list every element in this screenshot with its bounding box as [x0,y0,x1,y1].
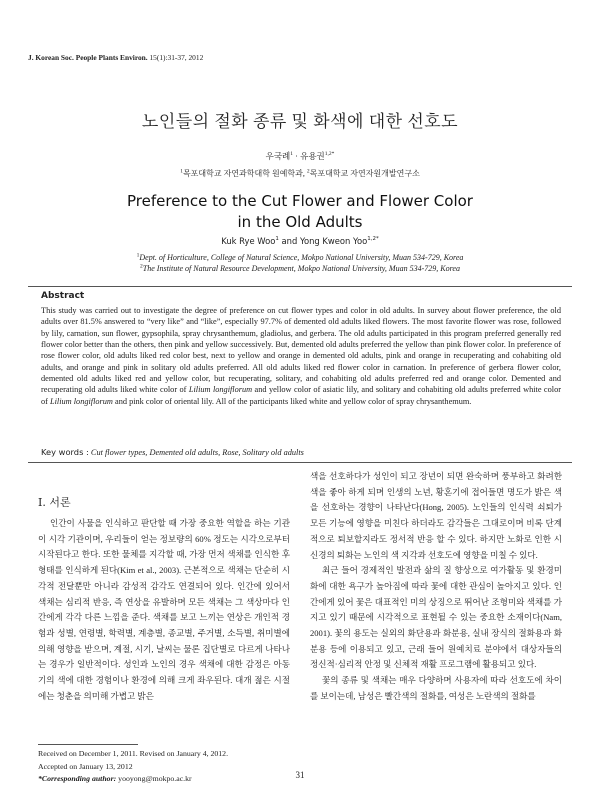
authors-english [0,236,600,246]
title-en-line-2: in the Old Adults [237,213,363,231]
abstract-species-2: Lilium longiflorum [50,396,113,406]
author-en-1-sup: 1 [275,236,279,243]
body-paragraph: 꽃의 종류 및 색채는 매우 다양하며 사용자에 따라 선호도에 차이를 보이는데, 남성은 빨간색의 절화를, 여성은 노란색의 절화를 [310,675,562,701]
footnote-accepted: Accepted on January 13, 2012 [38,761,133,771]
affiliations-english [0,252,600,274]
body-paragraph: 색을 선호하다가 성인이 되고 장년이 되면 완숙하며 풍부하고 화려한 색을 좋아 하게 되며 인생의 노년, 황혼기에 접어들면 명도가 밝은 색을 선호하는 경향이 나타난다(Hong, 2005). 노인들의 인식력 쇠퇴가 모든 기능에 영향을 미친다 하더라도 감각들은 그대로이며 비록 단계적으로 퇴보할지라도 정서적 반응 할 수 있다. 하지만 노화로 인한 시 신경의 퇴화는 노인의 색 지각과 선호도에 영향을 미칠 수 있다. [310,471,562,560]
affil-en-1: Dept. of Horticulture, College of Natural Science, Mokpo National University, Muan 534-729, Korea [139,253,464,262]
abstract-text-2: and yellow color of asiatic lily, and solitary and cohabiting old adults preferred white color of [41,385,561,406]
footnote-received: Received on December 1, 2011. Revised on January 4, 2012. [38,749,229,758]
corresponding-label: *Corresponding author: [38,774,117,784]
keywords-label: Key words : [41,447,89,457]
journal-name: J. Korean Soc. People Plants Environ. [28,53,148,62]
affil-en-2-line [0,263,600,274]
affil-en-1-sup: 1 [136,252,140,259]
author-2-name: 유용권 [300,151,325,161]
affil-ko-2-sup: 2 [306,168,310,175]
author-en-2-name: Yong Kweon Yoo [299,236,368,246]
abstract-text-3: and pink color of oriental lily. All of the participants liked white and yellow color of spray chrysanthemum. [112,396,472,406]
affil-en-2: The Institute of Natural Resource Development, Mokpo National University, Muan 534-729, Korea [142,264,460,273]
body-column-right [310,469,562,705]
affil-en-1-line [0,252,600,263]
body-paragraph: 인간이 사물을 인식하고 판단할 때 가장 중요한 역할을 하는 기관이 시각 기관이며, 우리들이 얻는 정보량의 60% 정도는 시각으로부터 시작된다고 한다. 또한 물체를 지각할 때, 가장 먼저 색채를 인식한 후 형태를 인식하게 된다(Kim et al., 2003). 근본적으로 색채는 단순히 시각적 전달뿐만 아니라 감성적 감각도 연결되어 있다. 인간에 있어서 색채는 심리적 반응, 즉 연상을 유발하며 모든 색채는 그 색상마다 인간에게 각각 다른 느낌을 준다. 색채를 보고 느끼는 연상은 개인적 경험과 성별, 연령별, 학력별, 계층별, 종교별, 주거별, 소득별, 취미별에 의해 영향을 받으며, 계절, 시기, 날씨는 물론 집단별로 다르게 나타나는 경우가 일반적이다. 성인과 노인의 경우 색채에 대한 감정은 아동기의 색에 대한 경험이나 환경에 의해 크게 좌우된다. 대개 젊은 시절에는 청춘을 의미해 가볍고 밝은 [38,518,290,701]
abstract-text-1: This study was carried out to investigate the degree of preference on cut flower types and color in old adults. In survey about flower preference, the old adults over 81.5% answered to “very like” and “like”, especially 97.7% of demented old adults liked flowers. The most favorite flower was rose, followed by lily, carnation, sun flower, gypsophila, spray chrysanthemum, gladiolus, and gerbera. The old adults participated in this program preferred generally red flower color better than the others, then pink and yellow successively. But, demented old adults preferred the yellow than pink flower color. In preference of rose flower color, old adults liked red color best, next to yellow and orange in demented old adults, pink and orange in recuperating and cohabiting old adults, and orange and pink in solitary old adults preferred. All old adults liked red flower color in carnation. In preference of gerbera flower color, demented old adults liked red and yellow color, but recuperating, solitary, and cohabiting old adults preferred red and orange color. Demented and recuperating old adults liked white color of [41,306,561,395]
journal-citation [28,53,203,62]
abstract-body [41,305,561,407]
section-heading-introduction: Ⅰ. 서론 [38,496,71,509]
abstract-top-rule [28,286,572,287]
author-en-conj: and [281,236,298,246]
abstract-heading: Abstract [41,291,85,301]
page-title-english [0,191,600,233]
affiliations-korean [0,168,600,179]
page-number: 31 [295,770,305,780]
affil-en-2-sup: 2 [140,263,143,270]
affil-ko-1-sup: 1 [180,168,183,175]
author-en-2-sup: 1,2* [367,236,379,243]
keywords-value: Cut flower types, Demented old adults, Rose, Solitary old adults [90,448,304,457]
keywords [41,447,561,457]
authors-korean [0,150,600,162]
journal-volume: 15(1):31-37, 2012 [149,53,204,62]
abstract-species-1: Lilium longiflorum [188,385,253,395]
corresponding-email[interactable]: yooyong@mokpo.ac.kr [118,774,192,784]
author-2-sup: 1,2* [324,151,335,158]
title-en-line-1: Preference to the Cut Flower and Flower Color [127,192,473,210]
footnote-rule [38,744,138,745]
author-separator: · [295,151,298,161]
body-paragraph: 최근 들어 경제적인 발전과 삶의 질 향상으로 여가활동 및 환경미화에 대한 욕구가 높아짐에 따라 꽃에 대한 관심이 높아지고 있다. 인간에게 있어 꽃은 대표적인 미의 상징으로 뛰어난 조형미와 색채를 가지고 있기 때문에 시각적으로 표현될 수 있는 중요한 소재이다(Nam, 2001). 꽃의 용도는 실외의 화단용과 화분용, 실내 장식의 절화용과 화분용 등에 이용되고 있고, 근래 들어 원예치료 분야에서 대상자들의 정신적·심리적 안정 및 신체적 재활 프로그램에 활용되고 있다. [310,565,562,670]
author-1-name: 우국례 [265,151,291,161]
author-en-1-name: Kuk Rye Woo [221,236,276,246]
affil-ko-2: 목포대학교 자연자원개발연구소 [309,169,420,178]
affil-ko-1: 목포대학교 자연과학대학 원예학과, [182,169,305,178]
abstract-bottom-rule [28,462,572,463]
author-1-sup: 1 [290,151,294,158]
page-title-korean: 노인들의 절화 종류 및 화색에 대한 선호도 [141,112,459,131]
body-column-left [38,516,290,704]
footnote [38,748,228,786]
